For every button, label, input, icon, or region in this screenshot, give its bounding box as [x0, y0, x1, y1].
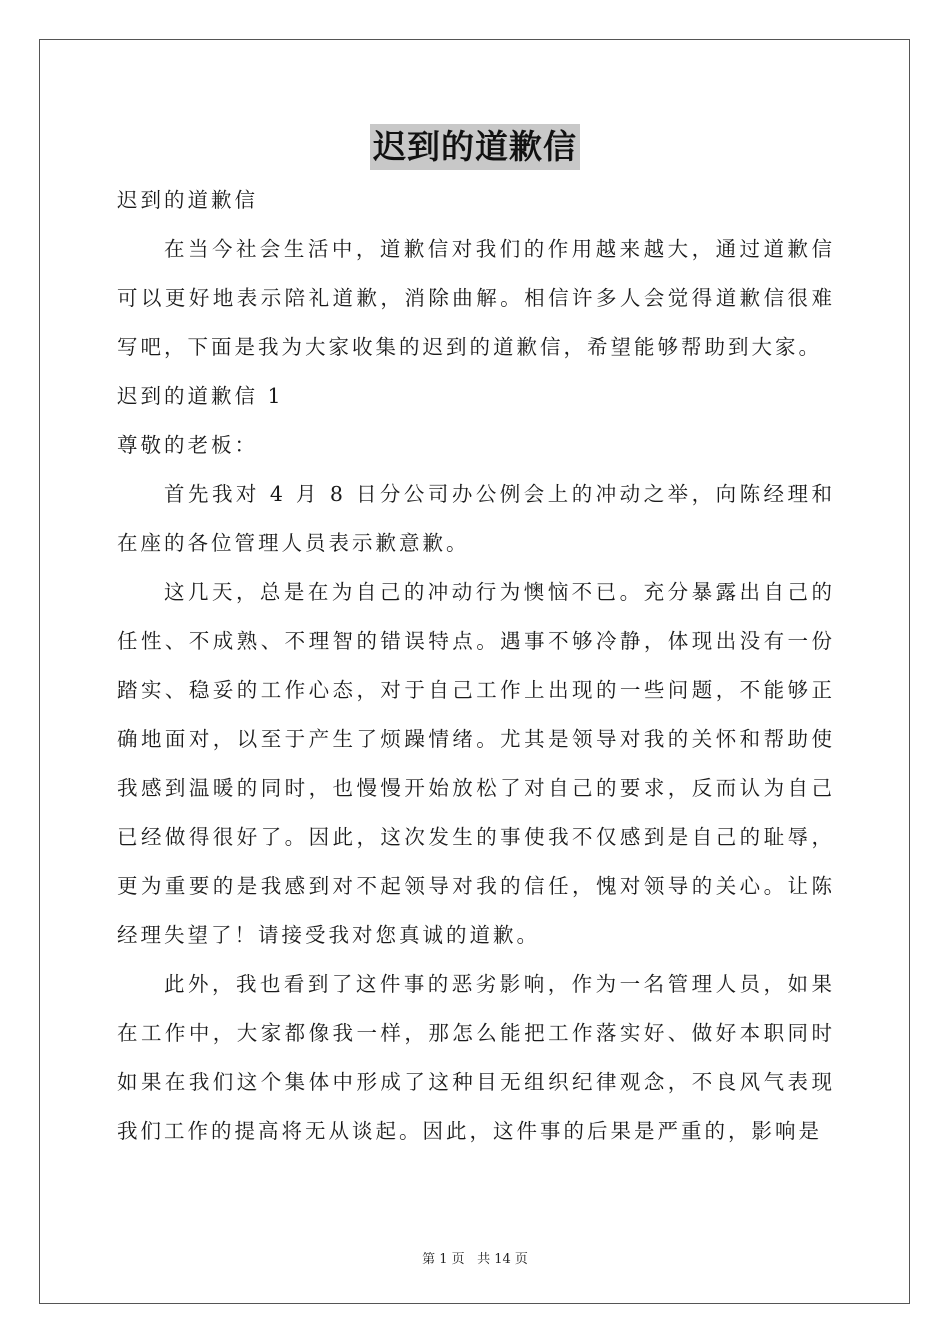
paragraph: 此外，我也看到了这件事的恶劣影响，作为一名管理人员，如果在工作中，大家都像我一样，那怎么能把工作落实好、做好本职同时如果在我们这个集体中形成了这种目无组织纪律观念，不良风气表现我们工作的提高将无从谈起。因此，这件事的后果是严重的，影响是 — [117, 972, 835, 1143]
paragraph: 尊敬的老板： — [117, 433, 258, 457]
paragraph: 在当今社会生活中，道歉信对我们的作用越来越大，通过道歉信可以更好地表示陪礼道歉，消除曲解。相信许多人会觉得道歉信很难写吧，下面是我为大家收集的迟到的道歉信，希望能够帮助到大家。 — [117, 237, 835, 359]
paragraph: 首先我对 4 月 8 日分公司办公例会上的冲动之举，向陈经理和在座的各位管理人员表示歉意歉。 — [117, 482, 835, 555]
document-body — [117, 176, 835, 1156]
document-title: 迟到的道歉信 — [370, 124, 580, 170]
paragraph: 这几天，总是在为自己的冲动行为懊恼不已。充分暴露出自己的任性、不成熟、不理智的错误特点。遇事不够冷静，体现出没有一份踏实、稳妥的工作心态，对于自己工作上出现的一些问题，不能够正确地面对，以至于产生了烦躁情绪。尤其是领导对我的关怀和帮助使我感到温暖的同时，也慢慢开始放松了对自己的要求，反而认为自己已经做得很好了。因此，这次发生的事使我不仅感到是自己的耻辱，更为重要的是我感到对不起领导对我的信任，愧对领导的关心。让陈经理失望了！请接受我对您真诚的道歉。 — [117, 580, 835, 947]
page-footer — [0, 1248, 950, 1267]
paragraph: 迟到的道歉信 1 — [117, 384, 284, 408]
page-total: 共 14 页 — [477, 1252, 528, 1267]
title-container — [0, 124, 950, 170]
paragraph: 迟到的道歉信 — [117, 188, 258, 212]
page-number: 第 1 页 — [422, 1252, 465, 1267]
